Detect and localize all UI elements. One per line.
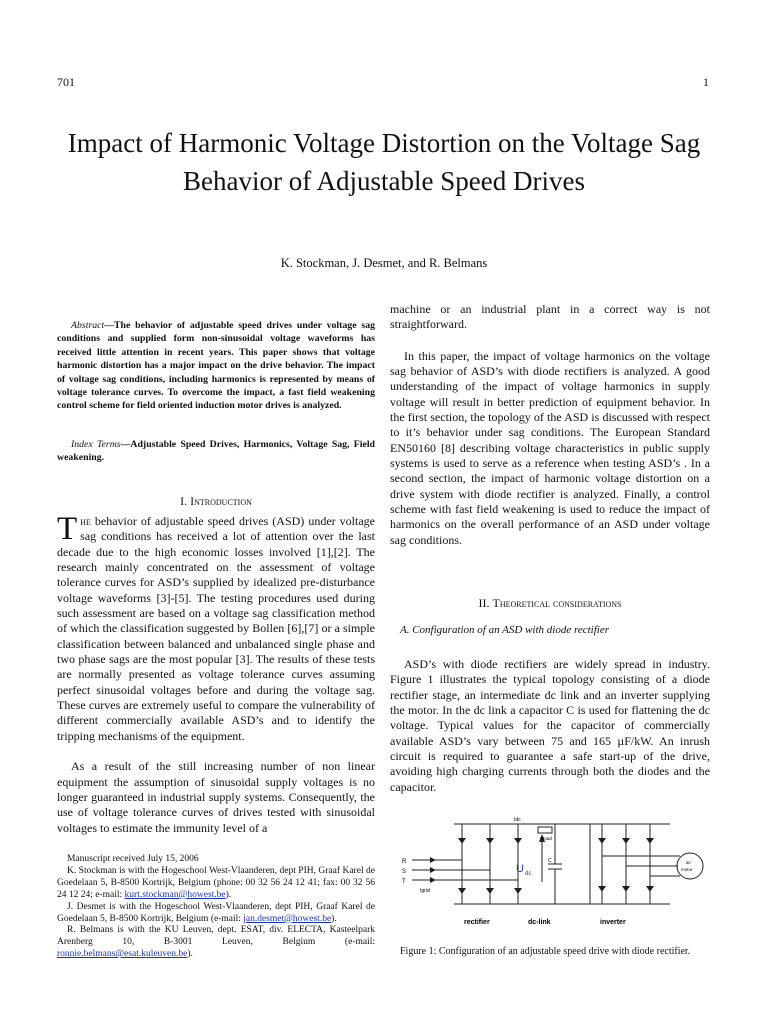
right-paragraph-0: machine or an industrial plant in a correct way is not straightforward. [390,302,710,332]
abstract-text: —The behavior of adjustable speed drives under voltage sag conditions and supplied form non-sinusoidal voltage waveforms has received little attention in recent years. This paper shows that voltage harmonic distortion has a major impact on the drive behavior. The impact of voltage sag conditions, including harmonics is represented by means of voltage tolerance curves. To overcome the impact, a fast field weakening control scheme for field oriented induction motor drives is analyzed. [57,320,375,412]
first-word-rest: he [80,514,91,528]
label-r: R [402,859,407,865]
label-idc: Idc [514,817,521,823]
index-terms-label: Index Terms [71,439,121,450]
abstract-label: Abstract [71,320,105,331]
figure-caption: Figure 1: Configuration of an adjustable speed drive with diode rectifier. [400,946,691,957]
intro-body [57,511,375,836]
footnote-close: ). [225,889,232,900]
footnote-desmet-text: J. Desmet is with the Hogeschool West-Vlaanderen, dept PIH, Graaf Karel de Goedelaan 5, B-8500 Kortrijk, Belgium (e-mail: [57,901,375,924]
belmans-email-link[interactable]: ronnie.belmans@esat.kuleuven.be [57,949,188,960]
intro-paragraph-1 [57,511,375,744]
footnote-desmet [57,902,375,926]
right-column-body [390,302,710,548]
label-motor-1: ac [686,860,691,865]
label-t: T [402,879,406,885]
label-rectifier: rectifier [464,919,490,926]
section-title: Theoretical considerations [492,596,622,610]
footnote-stockman-text: K. Stockman is with the Hogeschool West-Vlaanderen, dept PIH, Graaf Karel de Goedelaan 5, B-8500 Kortrijk, Belgium (phone: 00 32 56 24 12 41; fax: 00 32 56 24 12 24; e-mail: [57,865,375,900]
subsection-heading: A. Configuration of an ASD with diode rectifier [400,624,609,636]
theory-paragraph-1: ASD’s with diode rectifiers are widely spread in industry. Figure 1 illustrates the typical topology consisting of a diode rectifier stage, an intermediate dc link and an inverter supplying the motor. In the dc link a capacitor C is used for flattening the dc voltage. Typical values for the capacitor of commercially available ASD’s vary between 75 and 165 µF/kW. An inrush circuit is required to guarantee a safe start-up of the drive, avoiding high charging currents through both the diodes and the capacitor. [390,657,710,794]
footnote-belmans-text: R. Belmans is with the KU Leuven, dept. ESAT, div. ELECTA, Kasteelpark Arenberg 10, B-3001 Leuven, Belgium (e-mail: [57,925,375,948]
section-heading-introduction [57,494,375,509]
theory-body [390,657,710,795]
intro-paragraph-1-text: behavior of adjustable speed drives (ASD) under voltage sag conditions has received a lot of attention over the last decade due to the high economic losses involved [1],[2]. The research mainly concentrated on the assessment of voltage tolerance curves for ASD’s supplied by idealized pre-disturbance voltage waveforms [3]-[5]. The testing procedures used during such assessment are based on a voltage sag classification method of which the classification suggested by Bollen [6],[7] or a simple classification between balanced and unbalanced single phase and two phase sags are the most popular [3]. The results of these tests are normally presented as voltage tolerance curves assuming perfect sinusoidal voltages before and during the voltage sag. These curves are extremely useful to compare the vulnerability of different commercially available ASD’s and to identify the tripping mechanisms of the equipment. [57,514,375,743]
label-capacitor: C [548,858,552,864]
label-rload: Rload [540,836,552,841]
label-inverter: inverter [600,919,626,926]
figure-1 [390,812,710,937]
section-title: Introduction [190,494,252,508]
paper-title: Impact of Harmonic Voltage Distortion on the Voltage Sag Behavior of Adjustable Speed Drives [67,128,701,196]
footnote-close: ). [331,913,337,924]
intro-paragraph-2: As a result of the still increasing number of non linear equipment the assumption of sinusoidal supply voltages is no longer guaranteed in industrial supply systems. Consequently, the use of voltage tolerance curves of drives tested with sinusoidal voltages to estimate the immunity level of a [57,759,375,835]
label-igrid: Igrid [420,888,430,894]
index-terms [57,438,375,465]
label-motor-2: motor [681,867,693,872]
footnotes [57,854,375,961]
label-s: S [402,869,407,875]
index-terms-text: —Adjustable Speed Drives, Harmonics, Voltage Sag, Field weakening. [57,439,375,464]
footnote-belmans [57,925,375,961]
footnote-received: Manuscript received July 15, 2006 [67,854,199,864]
page-header-left: 701 [57,75,75,89]
right-paragraph-1: In this paper, the impact of voltage harmonics on the voltage sag behavior of ASD’s with diode rectifiers is analyzed. A good understanding of the impact of voltage harmonics in supply voltage will result in better prediction of equipment behavior. In the first section, the topology of the ASD is discussed with respect to it’s behavior under sag conditions. The European Standard EN50160 [8] describing voltage characteristics in public supply systems is used to serve as a reference when testing ASD’s . In a second section, the impact of harmonic voltage distortion on a drive system with diode rectifier is analyzed. Finally, a control scheme with fast field weakening is used to reduce the impact of harmonics on the overall performance of an ASD under voltage sag conditions. [390,348,710,547]
abstract [57,319,375,413]
authors: K. Stockman, J. Desmet, and R. Belmans [280,256,488,270]
desmet-email-link[interactable]: jan.desmet@howest.be [243,913,332,924]
section-heading-theory [390,596,710,611]
label-dclink: dc-link [528,919,551,926]
page-number: 1 [703,75,709,89]
section-number: II. [478,596,490,610]
section-number: I. [180,494,188,508]
stockman-email-link[interactable]: kurt.stockman@howest.be [124,889,226,900]
footnote-close: ). [187,949,193,960]
label-udc: U [516,863,524,875]
footnote-stockman [57,866,375,902]
label-udc-sub: dc [525,871,532,877]
circuit-diagram [390,812,710,932]
drop-cap: T [57,511,78,547]
